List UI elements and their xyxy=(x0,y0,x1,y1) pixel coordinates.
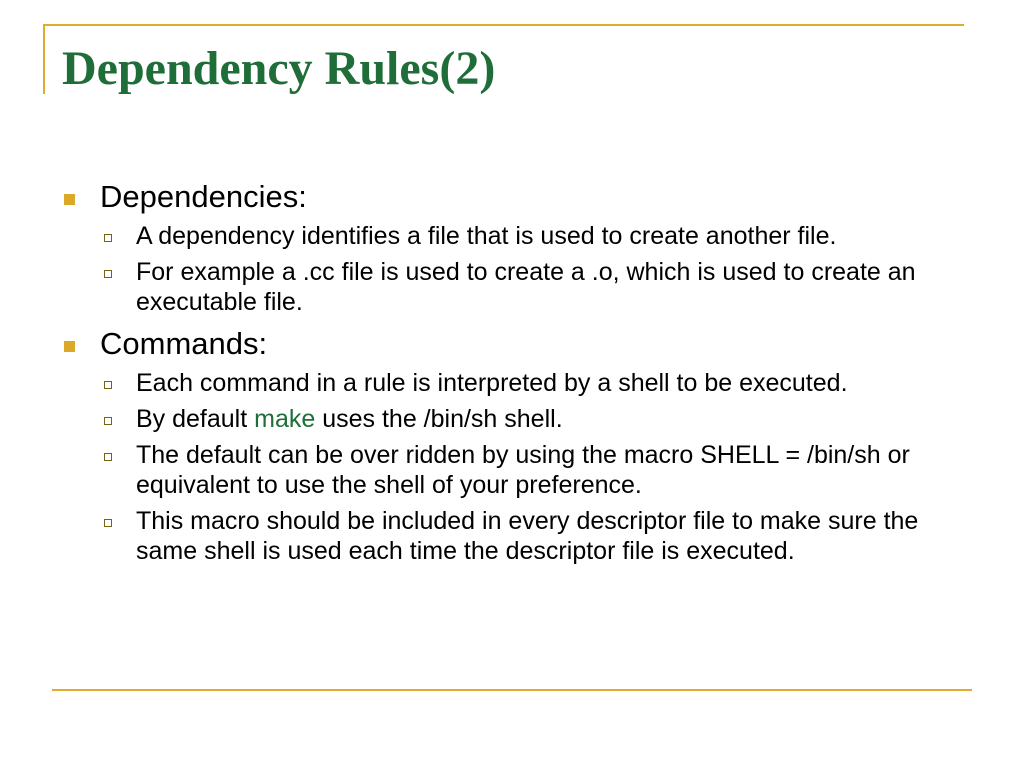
text-before-keyword: By default xyxy=(136,405,255,433)
sub-bullet-text: This macro should be included in every descriptor file to make sure the same shell is used each time the descriptor file is executed. xyxy=(136,507,919,565)
hollow-square-bullet-icon xyxy=(104,270,112,278)
make-keyword: make xyxy=(254,405,316,433)
slide-title: Dependency Rules(2) xyxy=(62,42,496,95)
hollow-square-bullet-icon xyxy=(104,234,112,242)
sub-bullet xyxy=(62,506,962,566)
sub-bullet-text: A dependency identifies a file that is used to create another file. xyxy=(136,222,837,250)
hollow-square-bullet-icon xyxy=(104,453,112,461)
sub-bullet xyxy=(62,368,962,398)
sub-bullet xyxy=(62,257,962,317)
sub-bullet xyxy=(62,221,962,251)
text-after-keyword: uses the /bin/sh shell. xyxy=(315,405,563,433)
hollow-square-bullet-icon xyxy=(104,519,112,527)
bullet-commands xyxy=(62,325,962,363)
bullet-dependencies xyxy=(62,178,962,216)
square-bullet-icon xyxy=(64,194,75,205)
sub-bullet-text xyxy=(136,404,962,434)
sub-bullet xyxy=(62,440,962,500)
top-rule xyxy=(44,24,964,26)
sub-bullet xyxy=(62,404,962,434)
sub-bullet-text: The default can be over ridden by using the macro SHELL = /bin/sh or equivalent to use the shell of your preference. xyxy=(136,441,910,499)
bullet-heading: Dependencies: xyxy=(100,179,307,214)
sub-bullet-text: For example a .cc file is used to create a .o, which is used to create an executable file. xyxy=(136,258,916,316)
bullet-heading: Commands: xyxy=(100,326,268,361)
hollow-square-bullet-icon xyxy=(104,417,112,425)
hollow-square-bullet-icon xyxy=(104,381,112,389)
square-bullet-icon xyxy=(64,341,75,352)
slide-body xyxy=(62,178,962,572)
bottom-rule xyxy=(52,689,972,691)
left-rule xyxy=(43,24,45,94)
sub-bullet-text: Each command in a rule is interpreted by a shell to be executed. xyxy=(136,369,848,397)
